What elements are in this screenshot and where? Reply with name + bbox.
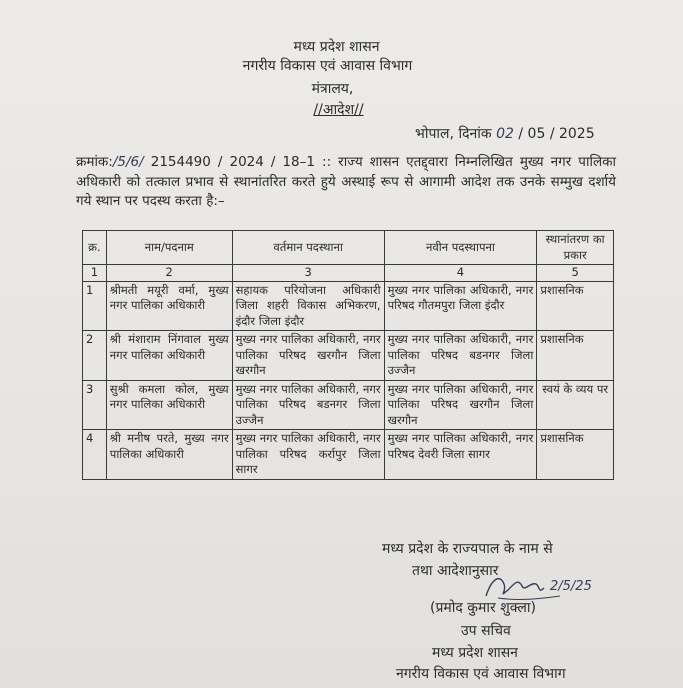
table-row bbox=[83, 331, 614, 381]
cell-name: श्री मंशाराम निंगवाल मुख्य नगर पालिका अधिकारी bbox=[106, 331, 232, 381]
cell-current-posting: मुख्य नगर पालिका अधिकारी, नगर पालिका परिषद खरगौन जिला खरगौन bbox=[232, 331, 384, 381]
order-number: 2154490 / 2024 / 18–1 bbox=[150, 154, 315, 170]
cell-current-posting: मुख्य नगर पालिका अधिकारी, नगर पालिका परिषद बडनगर जिला उज्जैन bbox=[232, 380, 384, 430]
transfer-table bbox=[82, 230, 614, 480]
date-day: 02 bbox=[496, 126, 514, 142]
cell-name: श्री मनीष परते, मुख्य नगर पालिका अधिकारी bbox=[106, 430, 232, 480]
cell-name: सुश्री कमला कोल, मुख्य नगर पालिका अधिकारी bbox=[106, 380, 232, 430]
cell-new-posting: मुख्य नगर पालिका अधिकारी, नगर पालिका परिषद खरगौन जिला खरगौन bbox=[384, 380, 537, 430]
table-row bbox=[83, 281, 614, 331]
header-government: मध्य प्रदेश शासन bbox=[293, 39, 380, 55]
signatory-designation: उप सचिव bbox=[461, 623, 511, 639]
cell-transfer-type: प्रशासनिक bbox=[537, 331, 614, 381]
col-number: 1 bbox=[83, 265, 107, 282]
date-rest: / 05 / 2025 bbox=[518, 126, 595, 142]
col-number: 5 bbox=[537, 265, 614, 282]
footer-authority: मध्य प्रदेश के राज्यपाल के नाम से bbox=[382, 541, 553, 557]
footer-office-department: नगरीय विकास एवं आवास विभाग bbox=[396, 666, 566, 682]
col-header-name: नाम/पदनाम bbox=[106, 231, 232, 265]
col-number: 3 bbox=[232, 265, 384, 282]
col-header-serial: क्र. bbox=[83, 231, 107, 265]
cell-serial: 2 bbox=[83, 331, 107, 381]
col-header-current-posting: वर्तमान पदस्थाना bbox=[232, 231, 384, 265]
col-number: 4 bbox=[384, 265, 537, 282]
order-text: :: राज्य शासन एतद्द्वारा निम्नलिखित मुख्य नगर पालिका अधिकारी को तत्काल प्रभाव से स्थानांतरित करते हुये अस्थाई रूप से आगामी आदेश तक उनके सम्मुख दर्शाये गये स्थान पर पदस्थ करता है:– bbox=[76, 154, 616, 209]
header-order-title: //आदेश// bbox=[313, 102, 364, 118]
cell-transfer-type: प्रशासनिक bbox=[537, 430, 614, 480]
cell-serial: 1 bbox=[83, 281, 107, 331]
signatory-name: (प्रमोद कुमार शुक्ला) bbox=[430, 600, 536, 616]
cell-new-posting: मुख्य नगर पालिका अधिकारी, नगर पालिका परिषद बडनगर जिला उज्जैन bbox=[384, 331, 537, 381]
table-number-row bbox=[83, 265, 614, 282]
cell-name: श्रीमती मयूरी वर्मा, मुख्य नगर पालिका अधिकारी bbox=[106, 281, 232, 331]
date-prefix: भोपाल, दिनांक bbox=[415, 126, 492, 142]
cell-serial: 3 bbox=[83, 380, 107, 430]
table-row bbox=[83, 380, 614, 430]
cell-current-posting: मुख्य नगर पालिका अधिकारी, नगर पालिका परिषद कर्रापुर जिला सागर bbox=[232, 430, 384, 480]
footer-office-government: मध्य प्रदेश शासन bbox=[432, 645, 518, 661]
col-header-transfer-type: स्थानांतरण का प्रकार bbox=[537, 231, 614, 265]
cell-current-posting: सहायक परियोजना अधिकारी जिला शहरी विकास अभिकरण, इंदौर जिला इंदौर bbox=[232, 281, 384, 331]
cell-transfer-type: प्रशासनिक bbox=[537, 281, 614, 331]
footer-by-order: तथा आदेशानुसार bbox=[412, 563, 499, 579]
cell-transfer-type: स्वयं के व्यय पर bbox=[537, 380, 614, 430]
table-row bbox=[83, 430, 614, 480]
order-paragraph bbox=[76, 153, 616, 212]
header-ministry: मंत्रालय, bbox=[311, 81, 354, 97]
signature-date: 2/5/25 bbox=[550, 579, 592, 594]
col-header-new-posting: नवीन पदस्थापना bbox=[384, 231, 537, 265]
order-prefix: क्रमांक: bbox=[76, 154, 113, 170]
cell-serial: 4 bbox=[83, 430, 107, 480]
col-number: 2 bbox=[106, 265, 232, 282]
table-header-row bbox=[83, 231, 614, 265]
cell-new-posting: मुख्य नगर पालिका अधिकारी, नगर परिषद गौतमपुरा जिला इंदौर bbox=[384, 281, 537, 331]
date-line bbox=[415, 124, 595, 143]
header-department: नगरीय विकास एवं आवास विभाग bbox=[242, 58, 413, 74]
cell-new-posting: मुख्य नगर पालिका अधिकारी, नगर परिषद देवरी जिला सागर bbox=[384, 430, 537, 480]
order-handwritten-number: /5/6/ bbox=[112, 154, 144, 170]
